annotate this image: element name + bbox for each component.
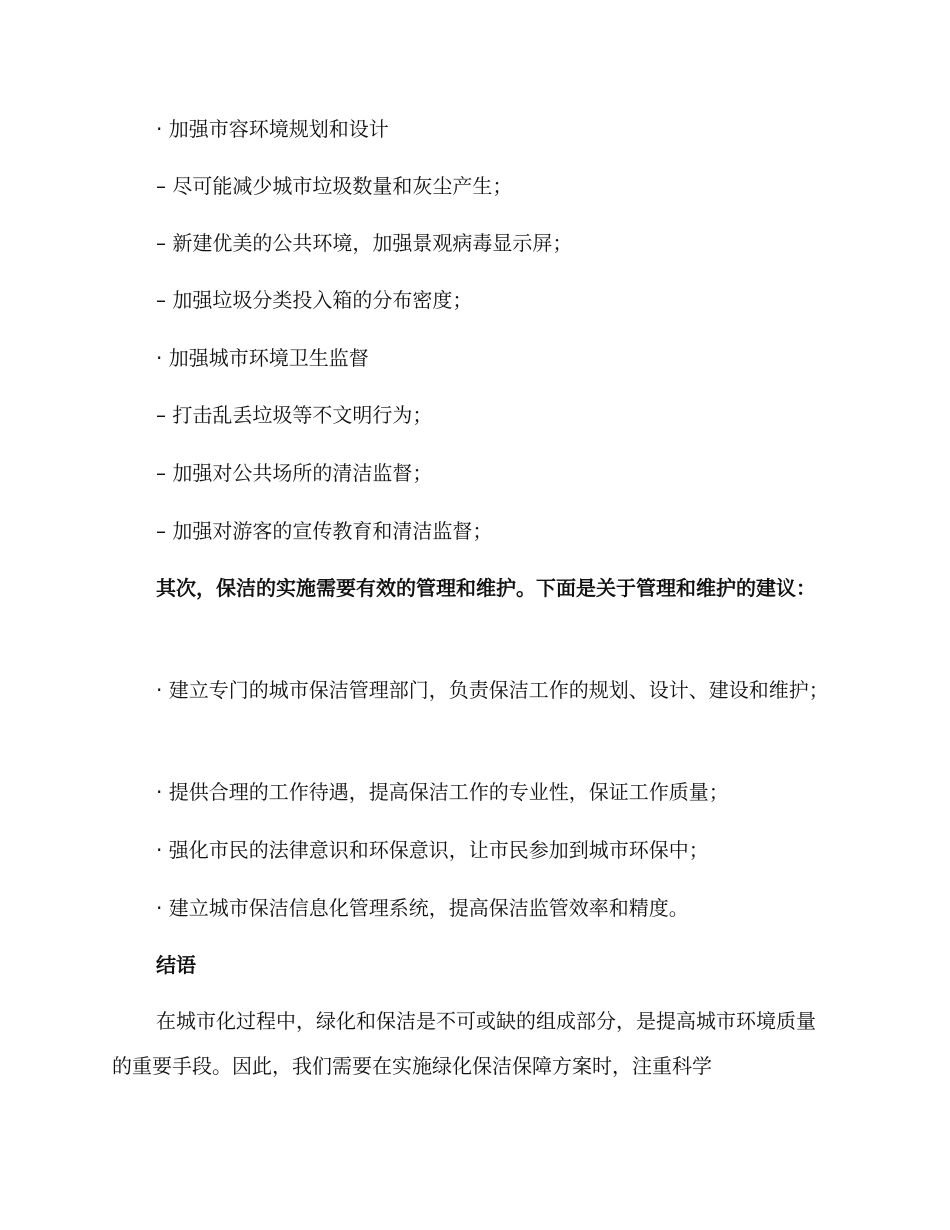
list-item: – 加强垃圾分类投入箱的分布密度； <box>156 288 473 312</box>
management-item: · 强化市民的法律意识和环保意识，让市民参加到城市环保中； <box>156 838 709 862</box>
management-item: · 建立专门的城市保洁管理部门，负责保洁工作的规划、设计、建设和维护； <box>156 678 829 702</box>
management-intro: 其次，保洁的实施需要有效的管理和维护。下面是关于管理和维护的建议： <box>156 576 816 600</box>
conclusion-paragraph: 在城市化过程中，绿化和保洁是不可或缺的组成部分，是提高城市环境质量的重要手段。因此，我们需要在实施绿化保洁保障方案时，注重科学 <box>112 1009 816 1078</box>
list-item: – 新建优美的公共环境，加强景观病毒显示屏； <box>156 231 573 255</box>
conclusion-heading: 结语 <box>156 953 196 977</box>
management-item: · 建立城市保洁信息化管理系统，提高保洁监管效率和精度。 <box>156 896 689 920</box>
list-item: – 加强对公共场所的清洁监督； <box>156 461 433 485</box>
list-item: – 加强对游客的宣传教育和清洁监督； <box>156 519 493 543</box>
list-item-heading: · 加强市容环境规划和设计 <box>156 117 389 141</box>
management-item: · 提供合理的工作待遇，提高保洁工作的专业性，保证工作质量； <box>156 780 729 804</box>
list-item-heading: · 加强城市环境卫生监督 <box>156 346 369 370</box>
list-item: – 打击乱丢垃圾等不文明行为； <box>156 403 433 427</box>
list-item: – 尽可能减少城市垃圾数量和灰尘产生； <box>156 174 513 198</box>
